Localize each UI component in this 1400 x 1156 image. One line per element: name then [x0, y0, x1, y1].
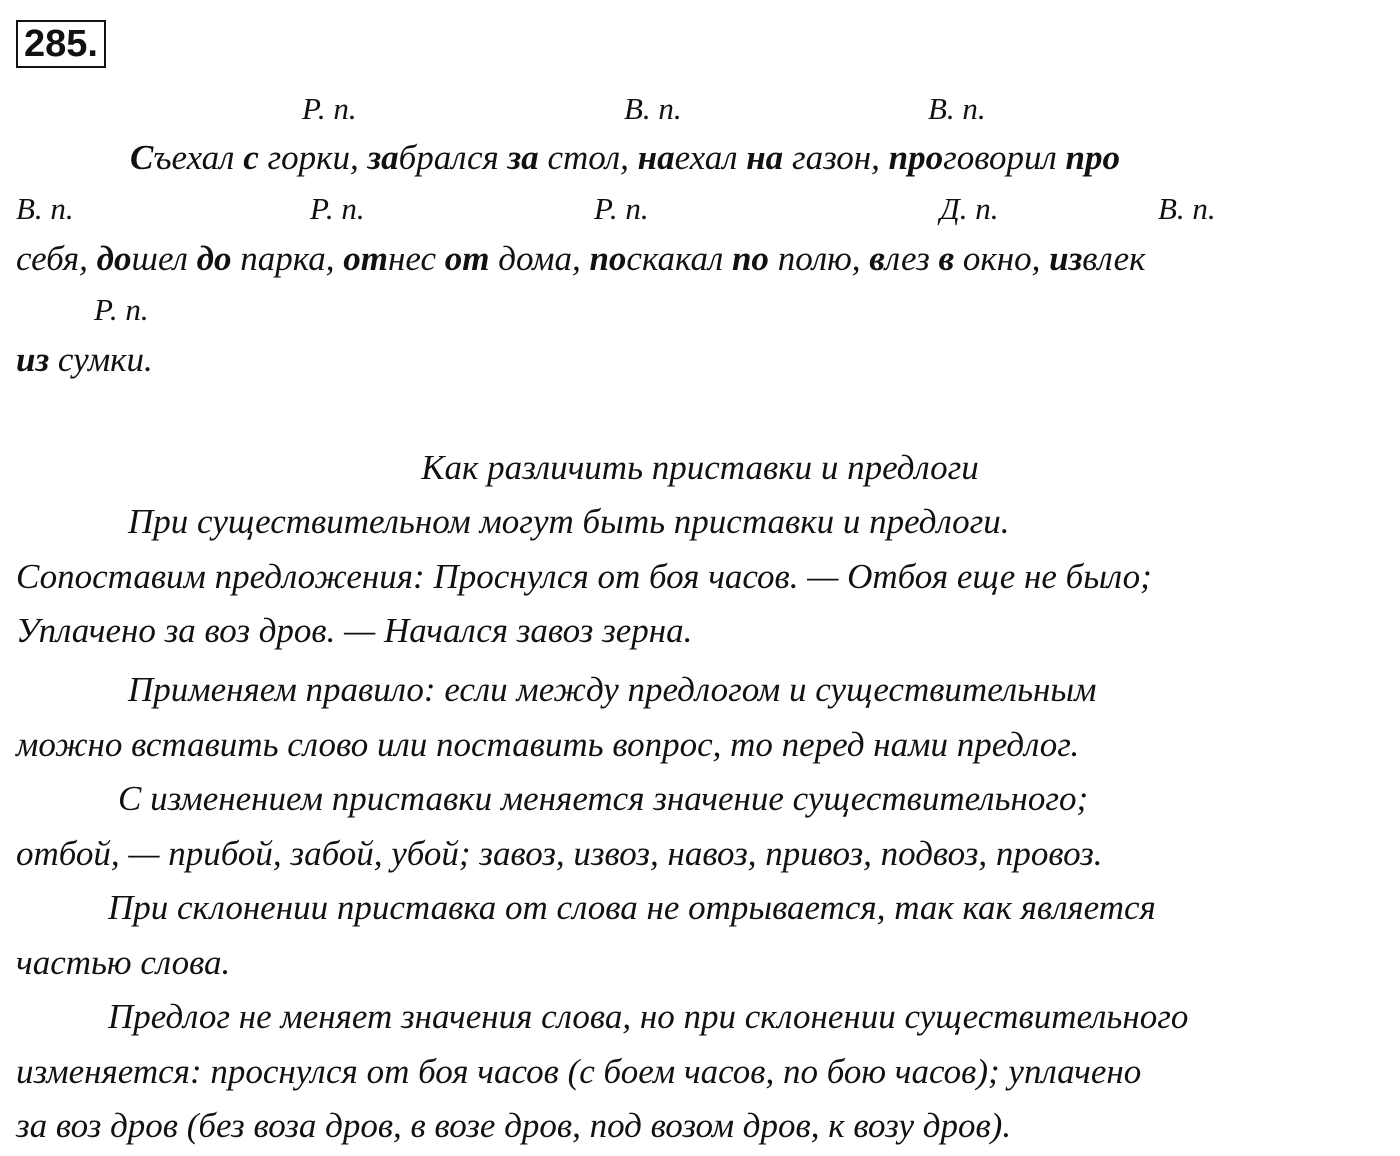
- highlighted-segment: от: [444, 239, 490, 278]
- rule-line: за воз дров (без воза дров, в возе дров, под возом дров, к возу дров).: [16, 1106, 1012, 1145]
- case-label: Р. п.: [310, 191, 365, 226]
- highlighted-segment: за: [507, 138, 539, 177]
- case-label: В. п.: [928, 91, 986, 126]
- example-line-3: [16, 340, 153, 380]
- exercise-number: 285.: [16, 20, 106, 68]
- highlighted-segment: С: [130, 138, 154, 177]
- text-segment: полю,: [768, 239, 870, 278]
- highlighted-segment: в: [938, 239, 955, 278]
- text-segment: себя,: [16, 239, 97, 278]
- rule-line: частью слова.: [16, 943, 231, 982]
- example-line-2: [16, 239, 1146, 279]
- text-segment: брался: [398, 138, 508, 177]
- text-segment: ъехал: [153, 138, 244, 177]
- highlighted-segment: за: [367, 138, 399, 177]
- highlighted-segment: про: [1065, 138, 1120, 177]
- text-segment: нес: [388, 239, 445, 278]
- example-line-1: [130, 138, 1120, 178]
- rule-line: отбой, — прибой, забой, убой; завоз, извоз, навоз, привоз, подвоз, провоз.: [16, 834, 1103, 873]
- text-segment: парка,: [231, 239, 344, 278]
- rule-line: При склонении приставка от слова не отрывается, так как является: [108, 888, 1156, 927]
- highlighted-segment: по: [731, 239, 769, 278]
- rule-line: изменяется: проснулся от боя часов (с боем часов, по бою часов); уплачено: [16, 1052, 1142, 1091]
- case-label: В. п.: [624, 91, 682, 126]
- rule-line: можно вставить слово или поставить вопрос, то перед нами предлог.: [16, 725, 1080, 764]
- highlighted-segment: в: [869, 239, 885, 278]
- highlighted-segment: с: [243, 138, 259, 177]
- highlighted-segment: из: [16, 340, 50, 379]
- case-label: В. п.: [1158, 191, 1216, 226]
- case-label: Р. п.: [594, 191, 649, 226]
- rule-line: Уплачено за воз дров. — Начался завоз зерна.: [16, 611, 693, 650]
- highlighted-segment: до: [96, 239, 132, 278]
- highlighted-segment: на: [637, 138, 675, 177]
- case-label: Р. п.: [94, 292, 149, 327]
- rule-line: При существительном могут быть приставки и предлоги.: [128, 502, 1010, 541]
- text-segment: шел: [131, 239, 197, 278]
- text-segment: стол,: [538, 138, 638, 177]
- highlighted-segment: до: [196, 239, 232, 278]
- text-segment: окно,: [954, 239, 1050, 278]
- case-label: Д. п.: [940, 191, 999, 226]
- text-segment: горки,: [258, 138, 368, 177]
- highlighted-segment: про: [888, 138, 944, 177]
- highlighted-segment: от: [343, 239, 389, 278]
- rule-heading: Как различить приставки и предлоги: [421, 448, 979, 487]
- rule-line: Предлог не меняет значения слова, но при склонении существительного: [108, 997, 1189, 1036]
- case-label: Р. п.: [302, 91, 357, 126]
- text-segment: сумки.: [49, 340, 153, 379]
- highlighted-segment: по: [589, 239, 627, 278]
- text-segment: лез: [884, 239, 939, 278]
- text-segment: говорил: [943, 138, 1066, 177]
- text-segment: влек: [1082, 239, 1146, 278]
- rule-line: С изменением приставки меняется значение существительного;: [118, 779, 1089, 818]
- text-segment: скакал: [626, 239, 732, 278]
- rule-line: Применяем правило: если между предлогом и существительным: [128, 670, 1097, 709]
- text-segment: ехал: [674, 138, 747, 177]
- rule-line: Сопоставим предложения: Проснулся от боя часов. — Отбоя еще не было;: [16, 557, 1152, 596]
- highlighted-segment: на: [746, 138, 784, 177]
- highlighted-segment: из: [1049, 239, 1083, 278]
- text-segment: газон,: [783, 138, 889, 177]
- text-segment: дома,: [489, 239, 590, 278]
- case-label: В. п.: [16, 191, 74, 226]
